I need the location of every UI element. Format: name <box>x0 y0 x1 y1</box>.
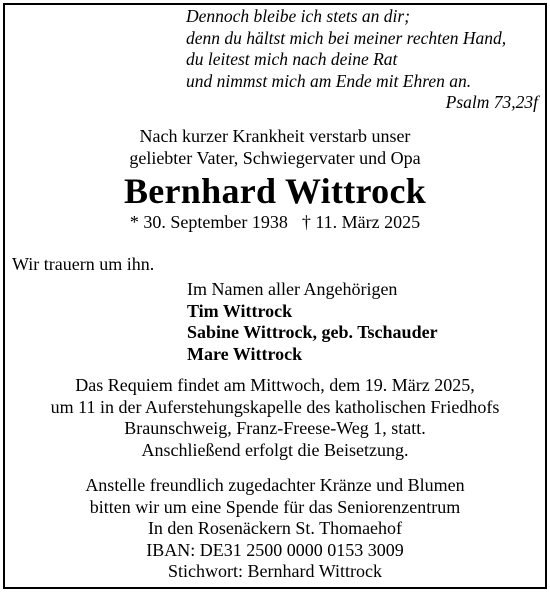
verse-line: denn du hältst mich bei meiner rechten Hand, <box>186 27 507 48</box>
relatives-intro: Im Namen aller Angehörigen <box>187 279 398 299</box>
announcement-line: geliebter Vater, Schwiegervater und Opa <box>129 147 421 168</box>
death-date: † 11. März 2025 <box>301 212 421 232</box>
donation-line: In den Rosenäckern St. Thomaehof <box>147 518 403 538</box>
service-line: um 11 in der Auferstehungskapelle des katholischen Friedhofs <box>50 396 500 417</box>
life-dates <box>0 211 550 233</box>
donation-line: bitten wir um eine Spende für das Seniorenzentrum <box>89 496 461 517</box>
service-line: Braunschweig, Franz-Freese-Weg 1, statt. <box>124 418 426 438</box>
bible-verse <box>186 6 506 92</box>
announcement-line: Nach kurzer Krankheit verstarb unser <box>139 126 411 146</box>
relatives-block <box>187 279 438 365</box>
verse-line: und nimmst mich am Ende mit Ehren an. <box>186 70 472 91</box>
verse-line: du leitest mich nach deine Rat <box>186 49 398 69</box>
relative-name: Tim Wittrock <box>187 300 293 321</box>
donation-info <box>0 475 550 583</box>
death-announcement <box>0 126 550 169</box>
mourning-line: Wir trauern um ihn. <box>12 254 155 274</box>
relative-name: Sabine Wittrock, geb. Tschauder <box>187 322 438 342</box>
service-info <box>0 375 550 461</box>
donation-iban: IBAN: DE31 2500 0000 0153 3009 <box>146 539 404 560</box>
service-line: Anschließend erfolgt die Beisetzung. <box>141 439 409 460</box>
deceased-name: Bernhard Wittrock <box>123 171 427 211</box>
birth-date: * 30. September 1938 <box>129 212 288 232</box>
relative-name: Mare Wittrock <box>187 343 303 364</box>
donation-line: Anstelle freundlich zugedachter Kränze und Blumen <box>85 475 465 495</box>
verse-reference: Psalm 73,23f <box>445 92 538 112</box>
verse-line: Dennoch bleibe ich stets an dir; <box>186 6 411 26</box>
service-line: Das Requiem findet am Mittwoch, dem 19. März 2025, <box>75 375 475 395</box>
donation-keyword: Stichwort: Bernhard Wittrock <box>168 561 382 581</box>
